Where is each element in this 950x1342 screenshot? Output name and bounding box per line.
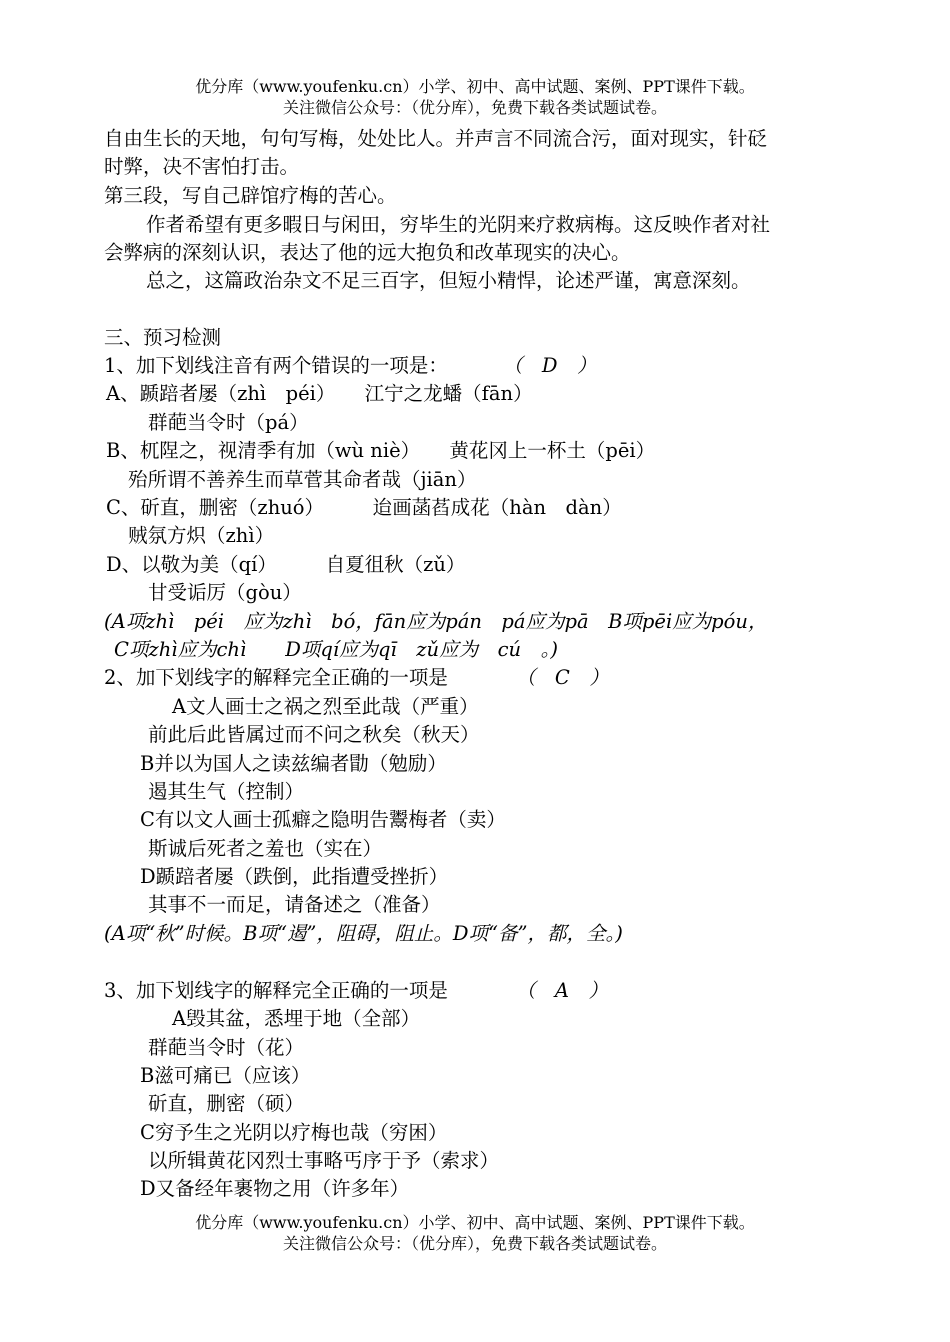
option-line: A、踬踣者屡（zhì péi） 江宁之龙蟠（fān） [106, 382, 533, 405]
option-line: A毁其盆，悉埋于地（全部） [172, 1007, 421, 1030]
option-line: 遏其生气（控制） [148, 780, 305, 803]
option-line: 贼氛方炽（zhì） [128, 524, 275, 547]
question-3-stem [104, 977, 608, 1005]
paragraph-line: 时弊，决不害怕打击。 [104, 155, 300, 178]
option-line: 群葩当令时（花） [148, 1036, 305, 1059]
option-line: B滋可痛已（应该） [140, 1064, 311, 1087]
option-line: 其事不一而足，请备述之（准备） [148, 893, 441, 916]
question-stem-text: 3、加下划线字的解释完全正确的一项是 [104, 979, 448, 1002]
option-line: 甘受诟厉（gòu） [148, 581, 302, 604]
option-line: C穷予生之光阴以疗梅也哉（穷困） [140, 1121, 448, 1144]
paragraph-line: 作者希望有更多暇日与闲田，穷毕生的光阴来疗救病梅。这反映作者对社 [146, 213, 771, 236]
question-2-stem [104, 664, 609, 692]
paragraph-line: 会弊病的深刻认识，表达了他的远大抱负和改革现实的决心。 [104, 241, 631, 264]
option-line: 殆所谓不善养生而草菅其命者哉（jiān） [128, 468, 477, 491]
footer-line-2: 关注微信公众号：（优分库），免费下载各类试题试卷。 [282, 1234, 667, 1253]
paragraph-line: 总之，这篇政治杂文不足三百字，但短小精悍，论述严谨，寓意深刻。 [146, 269, 751, 292]
option-line: C有以文人画士孤癖之隐明告鬻梅者（卖） [140, 808, 506, 831]
question-stem-text: 1、加下划线注音有两个错误的一项是： [104, 354, 448, 377]
question-answer: （ D ） [502, 354, 597, 377]
question-stem-text: 2、加下划线字的解释完全正确的一项是 [104, 666, 448, 689]
option-line: A文人画士之祸之烈至此哉（严重） [172, 695, 479, 718]
option-line: 群葩当令时（pá） [148, 411, 309, 434]
option-line: 斫直，删密（硕） [148, 1092, 305, 1115]
answer-explanation: (A项“秋”时候。B项“遏”，阻碍，阻止。D项“备”，都，全。) [104, 922, 623, 945]
option-line: C、斫直，删密（zhuó） 迨画菡萏成花（hàn dàn） [106, 496, 622, 519]
question-answer: （ A ） [515, 979, 609, 1002]
option-line: D踬踣者屡（跌倒，此指遭受挫折） [140, 865, 449, 888]
paragraph-line: 第三段，写自己辟馆疗梅的苦心。 [104, 184, 397, 207]
option-line: D又备经年裹物之用（许多年） [140, 1177, 410, 1200]
footer-line-1: 优分库（www.youfenku.cn）小学、初中、高中试题、案例、PPT课件下载。 [195, 1213, 755, 1232]
question-answer: （ C ） [515, 666, 609, 689]
question-1-stem [104, 352, 597, 380]
option-line: 前此后此皆属过而不问之秋矣（秋天） [148, 723, 480, 746]
header-line-1: 优分库（www.youfenku.cn）小学、初中、高中试题、案例、PPT课件下载。 [195, 77, 755, 96]
option-line: 斯诚后死者之羞也（实在） [148, 837, 383, 860]
option-line: 以所辑黄花冈烈士事略丐序于予（索求） [148, 1149, 500, 1172]
header-line-2: 关注微信公众号：（优分库），免费下载各类试题试卷。 [282, 98, 667, 117]
option-line: B并以为国人之读兹编者勖（勉励） [140, 752, 447, 775]
option-line: D、以敬为美（qí） 自夏徂秋（zǔ） [106, 553, 466, 576]
section-heading: 三、预习检测 [104, 326, 222, 349]
option-line: B、杌陧之，视清季有加（wù niè） 黄花冈上一杯土（pēi） [106, 439, 656, 462]
paragraph-line: 自由生长的天地，句句写梅，处处比人。并声言不同流合污，面对现实，针砭 [104, 127, 768, 150]
answer-explanation: C项zhì应为chì D项qí应为qī zǔ应为 cú 。) [114, 638, 558, 661]
answer-explanation: (A项zhì péi 应为zhì bó，fān应为pán pá应为pā B项pēi应为póu， [104, 610, 768, 633]
